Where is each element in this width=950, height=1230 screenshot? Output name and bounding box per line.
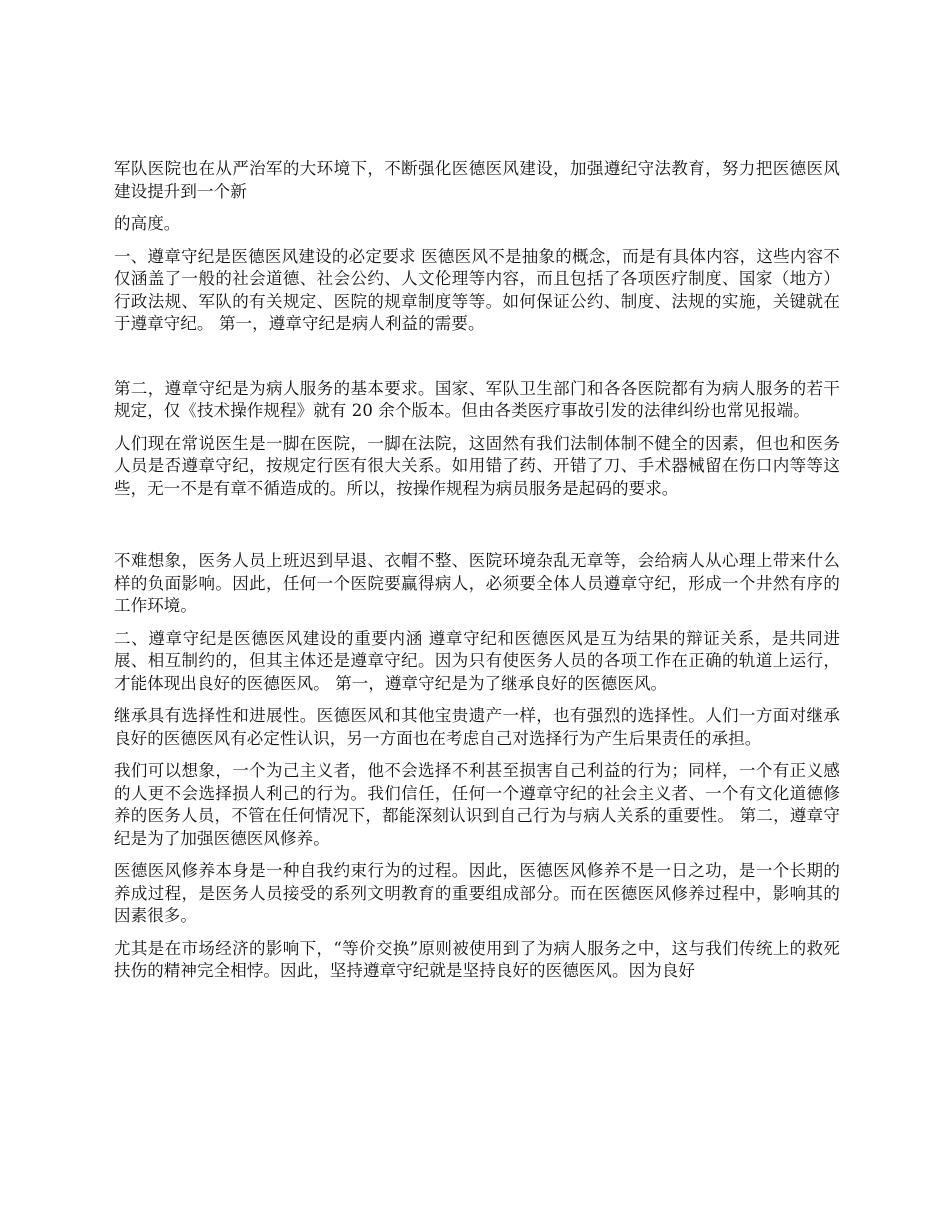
paragraph-9: 我们可以想象，一个为己主义者，他不会选择不利甚至损害自己利益的行为；同样，一个有正义感的人更不会选择损人利己的行为。我们信任，任何一个遵章守纪的社会主义者、一个有文化道德修养的医务人员，不管在任何情况下，都能深刻认识到自己行为与病人关系的重要性。 第二，遵章守纪是为了加强医德医风修养。 bbox=[114, 761, 840, 848]
paragraph-10: 医德医风修养本身是一种自我约束行为的过程。因此，医德医风修养不是一日之功，是一个长期的养成过程，是医务人员接受的系列文明教育的重要组成部分。而在医德医风修养过程中，影响其的因素很多。 bbox=[114, 861, 840, 925]
paragraph-1: 军队医院也在从严治军的大环境下，不断强化医德医风建设，加强遵纪守法教育，努力把医德医风建设提升到一个新 bbox=[114, 159, 840, 201]
document-page bbox=[114, 158, 840, 993]
paragraph-5: 人们现在常说医生是一脚在医院，一脚在法院，这固然有我们法制体制不健全的因素，但也和医务人员是否遵章守纪，按规定行医有很大关系。如用错了药、开错了刀、手术器械留在伤口内等等这些，无一不是有章不循造成的。所以，按操作规程为病员服务是起码的要求。 bbox=[114, 433, 840, 498]
paragraph-2: 的高度。 bbox=[114, 214, 181, 233]
paragraph-4: 第二，遵章守纪是为病人服务的基本要求。国家、军队卫生部门和各各医院都有为病人服务的若干规定，仅《技术操作规程》就有 20 余个版本。但由各类医疗事故引发的法律纠纷也常见报端。 bbox=[114, 378, 840, 420]
paragraph-11: 尤其是在市场经济的影响下，“等价交换”原则被使用到了为病人服务之中，这与我们传统上的救死扶伤的精神完全相悖。因此，坚持遵章守纪就是坚持良好的医德医风。因为良好 bbox=[114, 938, 840, 980]
paragraph-7: 二、遵章守纪是医德医风建设的重要内涵 遵章守纪和医德医风是互为结果的辩证关系，是共同进展、相互制约的，但其主体还是遵章守纪。因为只有使医务人员的各项工作在正确的轨道上运行，才能体现出良好的医德医风。 第一，遵章守纪是为了继承良好的医德医风。 bbox=[114, 628, 840, 693]
paragraph-3: 一、遵章守纪是医德医风建设的必定要求 医德医风不是抽象的概念，而是有具体内容，这些内容不仅涵盖了一般的社会道德、社会公约、人文伦理等内容，而且包括了各项医疗制度、国家（地方）行政法规、军队的有关规定、医院的规章制度等等。如何保证公约、制度、法规的实施，关键就在于遵章守纪。 第一，遵章守纪是病人利益的需要。 bbox=[114, 246, 840, 333]
paragraph-8: 继承具有选择性和进展性。医德医风和其他宝贵遗产一样，也有强烈的选择性。人们一方面对继承良好的医德医风有必定性认识，另一方面也在考虑自己对选择行为产生后果责任的承担。 bbox=[114, 706, 840, 748]
paragraph-6: 不难想象，医务人员上班迟到早退、衣帽不整、医院环境杂乱无章等，会给病人从心理上带来什么样的负面影响。因此，任何一个医院要赢得病人，必须要全体人员遵章守纪，形成一个井然有序的工作环境。 bbox=[114, 551, 840, 615]
